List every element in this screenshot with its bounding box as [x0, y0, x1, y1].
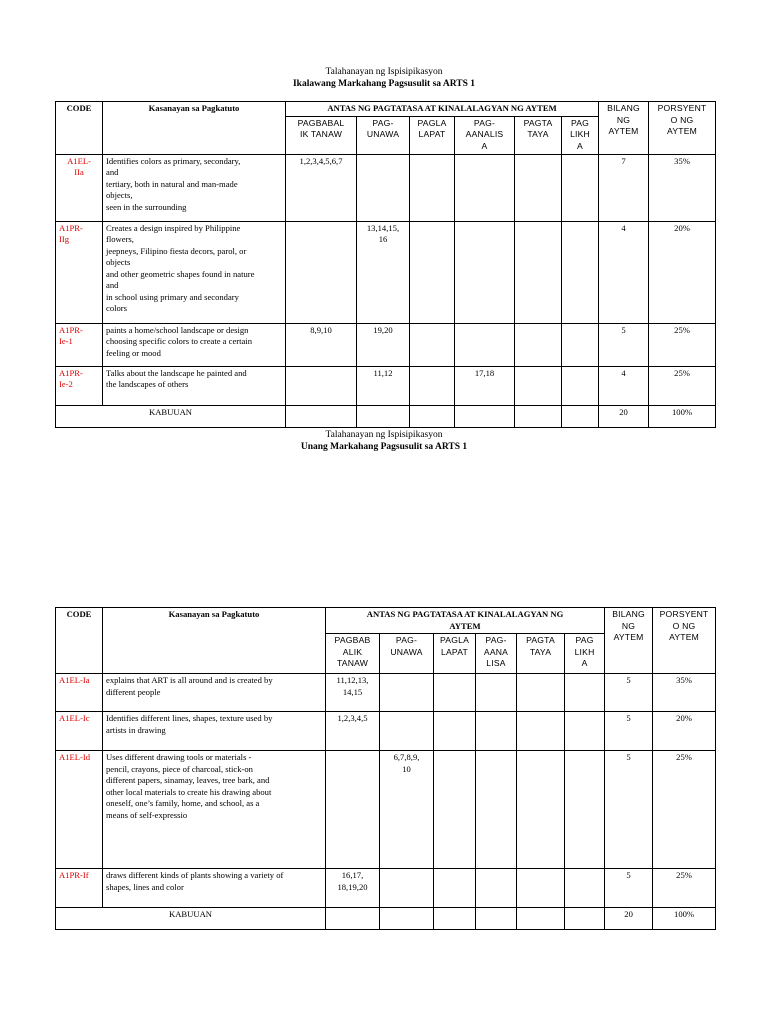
competency-cell: Talks about the landscape he painted and the landscapes of others [103, 366, 286, 405]
level-cell [562, 323, 599, 366]
level-cell [565, 712, 605, 751]
level-cell [562, 405, 599, 427]
table-row [56, 674, 716, 712]
header-code: CODE [56, 608, 103, 674]
header-code: CODE [56, 102, 103, 155]
tos-table-2 [55, 607, 716, 930]
level-cell [434, 908, 476, 930]
total-porsyento: 100% [653, 908, 716, 930]
total-row [56, 405, 716, 427]
bilang-cell: 4 [599, 366, 649, 405]
level-cell [410, 221, 455, 323]
total-porsyento: 100% [649, 405, 716, 427]
level-cell [286, 405, 357, 427]
header-level-6: PAG LIKH A [562, 116, 599, 154]
header-level-6: PAG LIKH A [565, 634, 605, 674]
competency-cell: Uses different drawing tools or materials - pencil, crayons, piece of charcoal, stick-on different papers, sinamay, leaves, tree bark, and other local materials to create his drawing about oneself, one’s family, home, and school, as a means of self-expressio [103, 751, 326, 869]
level-cell: 11,12,13, 14,15 [326, 674, 380, 712]
table-row [56, 751, 716, 869]
level-cell [476, 712, 517, 751]
table-row [56, 323, 716, 366]
level-cell [326, 908, 380, 930]
header-bilang: BILANG NG AYTEM [605, 608, 653, 674]
bilang-cell: 5 [605, 869, 653, 908]
total-bilang: 20 [599, 405, 649, 427]
level-cell [380, 674, 434, 712]
level-cell [434, 869, 476, 908]
porsyento-cell: 20% [649, 221, 716, 323]
level-cell [517, 908, 565, 930]
level-cell: 11,12 [357, 366, 410, 405]
header-level-2: PAG- UNAWA [380, 634, 434, 674]
level-cell [357, 405, 410, 427]
header-competency: Kasanayan sa Pagkatuto [103, 608, 326, 674]
code-cell: A1PR- IIg [56, 221, 103, 323]
code-cell: A1EL-Id [56, 751, 103, 869]
total-label: KABUUAN [56, 908, 326, 930]
level-cell [565, 908, 605, 930]
porsyento-cell: 25% [653, 869, 716, 908]
bilang-cell: 5 [599, 323, 649, 366]
level-cell [517, 869, 565, 908]
total-bilang: 20 [605, 908, 653, 930]
level-cell [286, 221, 357, 323]
level-cell: 1,2,3,4,5 [326, 712, 380, 751]
code-cell: A1PR-If [56, 869, 103, 908]
level-cell [434, 712, 476, 751]
tos-table-1 [55, 101, 716, 428]
level-cell: 1,2,3,4,5,6,7 [286, 154, 357, 221]
header-antas: ANTAS NG PAGTATASA AT KINALALAGYAN NG AYTEM [286, 102, 599, 117]
level-cell: 8,9,10 [286, 323, 357, 366]
porsyento-cell: 35% [649, 154, 716, 221]
header-level-3: PAGLA LAPAT [434, 634, 476, 674]
level-cell [515, 405, 562, 427]
level-cell [434, 751, 476, 869]
table-row [56, 154, 716, 221]
table-row [56, 712, 716, 751]
level-cell [410, 405, 455, 427]
porsyento-cell: 25% [649, 323, 716, 366]
section2-title-line2: Unang Markahang Pagsusulit sa ARTS 1 [300, 442, 468, 452]
competency-cell: draws different kinds of plants showing a variety of shapes, lines and color [103, 869, 326, 908]
competency-cell: Identifies colors as primary, secondary, and tertiary, both in natural and man-made objects, seen in the surrounding [103, 154, 286, 221]
level-cell: 13,14,15, 16 [357, 221, 410, 323]
level-cell [562, 366, 599, 405]
header-level-5: PAGTA TAYA [517, 634, 565, 674]
level-cell [410, 323, 455, 366]
section1-title-line1: Talahanayan ng Ispisipikasyon [325, 67, 443, 77]
level-cell [515, 221, 562, 323]
level-cell [562, 221, 599, 323]
level-cell [434, 674, 476, 712]
header-competency: Kasanayan sa Pagkatuto [103, 102, 286, 155]
total-row [56, 908, 716, 930]
header-level-1: PAGBABAL IK TANAW [286, 116, 357, 154]
code-cell: A1PR- Ie-1 [56, 323, 103, 366]
header-antas: ANTAS NG PAGTATASA AT KINALALAGYAN NG AYTEM [326, 608, 605, 634]
level-cell [565, 751, 605, 869]
level-cell: 19,20 [357, 323, 410, 366]
porsyento-cell: 25% [653, 751, 716, 869]
level-cell [455, 154, 515, 221]
level-cell [476, 751, 517, 869]
total-label: KABUUAN [56, 405, 286, 427]
table-row [56, 366, 716, 405]
code-cell: A1EL-Ic [56, 712, 103, 751]
bilang-cell: 5 [605, 674, 653, 712]
table-row [56, 869, 716, 908]
level-cell [565, 869, 605, 908]
bilang-cell: 7 [599, 154, 649, 221]
level-cell [476, 869, 517, 908]
header-level-5: PAGTA TAYA [515, 116, 562, 154]
porsyento-cell: 35% [653, 674, 716, 712]
competency-cell: paints a home/school landscape or design choosing specific colors to create a certain feeling or mood [103, 323, 286, 366]
level-cell [562, 154, 599, 221]
bilang-cell: 5 [605, 712, 653, 751]
header-bilang: BILANG NG AYTEM [599, 102, 649, 155]
porsyento-cell: 20% [653, 712, 716, 751]
level-cell [515, 366, 562, 405]
competency-cell: explains that ART is all around and is created by different people [103, 674, 326, 712]
level-cell [517, 674, 565, 712]
competency-cell: Creates a design inspired by Philippine flowers, jeepneys, Filipino fiesta decors, parol, or objects and other geometric shapes found in nature and in school using primary and secondary colors [103, 221, 286, 323]
level-cell [515, 154, 562, 221]
header-porsyento: PORSYENT O NG AYTEM [653, 608, 716, 674]
code-cell: A1EL- IIa [56, 154, 103, 221]
header-level-1: PAGBAB ALIK TANAW [326, 634, 380, 674]
level-cell [517, 751, 565, 869]
level-cell [286, 366, 357, 405]
table-row [56, 221, 716, 323]
section1-title-line2: Ikalawang Markahang Pagsusulit sa ARTS 1 [292, 79, 476, 89]
header-level-4: PAG- AANA LISA [476, 634, 517, 674]
level-cell: 17,18 [455, 366, 515, 405]
level-cell [455, 323, 515, 366]
level-cell [410, 154, 455, 221]
porsyento-cell: 25% [649, 366, 716, 405]
level-cell [357, 154, 410, 221]
competency-cell: Identifies different lines, shapes, texture used by artists in drawing [103, 712, 326, 751]
level-cell [476, 908, 517, 930]
level-cell: 16,17, 18,19,20 [326, 869, 380, 908]
code-cell: A1PR- Ie-2 [56, 366, 103, 405]
header-level-3: PAGLA LAPAT [410, 116, 455, 154]
level-cell [515, 323, 562, 366]
level-cell [455, 221, 515, 323]
level-cell: 6,7,8,9, 10 [380, 751, 434, 869]
header-level-2: PAG- UNAWA [357, 116, 410, 154]
header-level-4: PAG- AANALIS A [455, 116, 515, 154]
bilang-cell: 4 [599, 221, 649, 323]
section2-title-line1: Talahanayan ng Ispisipikasyon [325, 430, 443, 440]
level-cell [565, 674, 605, 712]
bilang-cell: 5 [605, 751, 653, 869]
level-cell [380, 908, 434, 930]
header-porsyento: PORSYENT O NG AYTEM [649, 102, 716, 155]
level-cell [326, 751, 380, 869]
level-cell [517, 712, 565, 751]
level-cell [380, 869, 434, 908]
level-cell [476, 674, 517, 712]
level-cell [455, 405, 515, 427]
level-cell [410, 366, 455, 405]
level-cell [380, 712, 434, 751]
code-cell: A1EL-Ia [56, 674, 103, 712]
